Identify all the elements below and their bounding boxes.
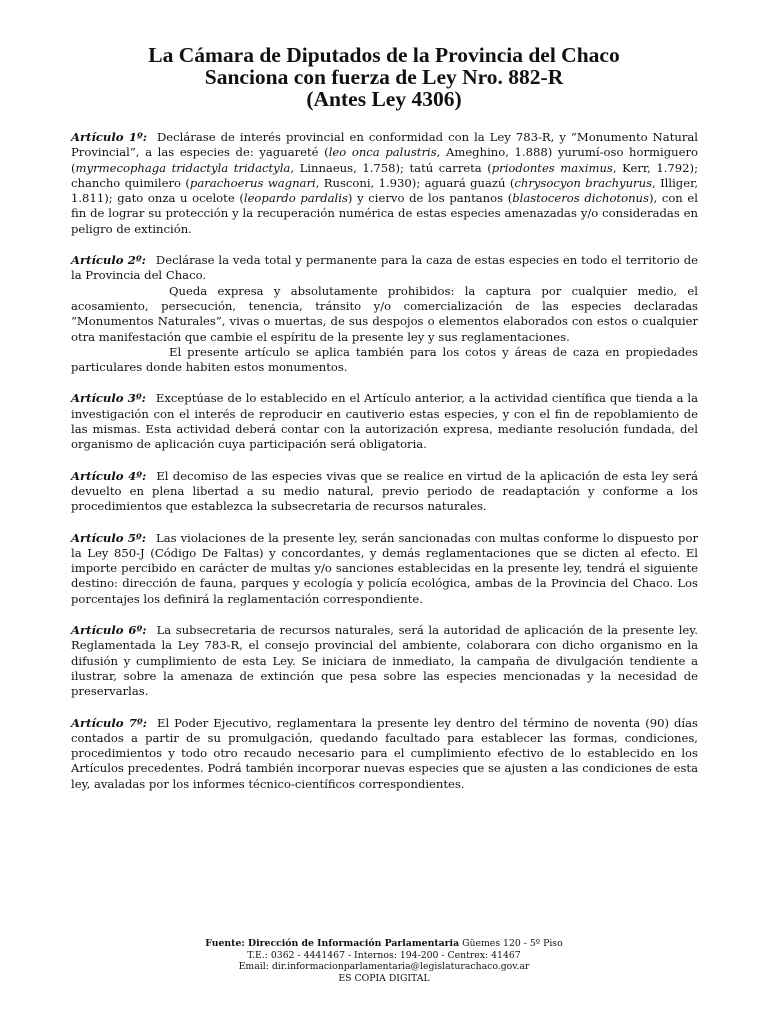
articles-body <box>71 130 698 808</box>
article-text: Las violaciones de la presente ley, serán sancionadas con multas conforme lo dispuesto por la Ley 850-J (Código De Faltas) y concordantes, y demás reglamentaciones que se dicten al efecto. El importe percibido en carácter de multas y/o sanciones establecidas en la presente ley, tendrá el siguiente destino: dirección de fauna, parques y ecología y policía ecológica, ambas de la Provincia del Chaco. Los porcentajes los definirá la reglamentación correspondiente. <box>71 530 698 606</box>
article-paragraph <box>71 345 698 376</box>
footer-phones: T.E.: 0362 - 4441467 - Internos: 194-200 - Centrex: 41467 <box>247 949 521 961</box>
article-label: Artículo 6º: <box>71 623 147 638</box>
article-text: ), con el fin de lograr su protección y la recuperación numérica de estas especies amenazadas y/o consideradas en peligro de extinción. <box>71 191 698 236</box>
article-label: Artículo 2º: <box>71 253 146 268</box>
title-line-1: La Cámara de Diputados de la Provincia del Chaco <box>148 43 620 67</box>
species-name: leopardo pardalis <box>243 191 348 206</box>
article-paragraph <box>71 531 698 607</box>
article-text: , Rusconi, 1.930); aguará guazú ( <box>315 175 515 190</box>
document-title <box>0 44 768 110</box>
article-text: , Illiger, 1.811); gato onza u ocelote ( <box>71 175 699 206</box>
article-label: Artículo 5º: <box>71 530 146 545</box>
article-7 <box>71 716 698 792</box>
article-text: Declárase la veda total y permanente para la caza de estas especies en todo el territorio de la Provincia del Chaco. <box>71 253 698 283</box>
footer-source-line <box>0 938 768 950</box>
article-label: Artículo 4º: <box>71 468 147 483</box>
footer-copy-note: ES COPIA DIGITAL <box>338 972 430 984</box>
species-name: leo onca palustris <box>328 145 437 160</box>
article-label: Artículo 3º: <box>71 391 146 406</box>
article-text: Queda expresa y absolutamente prohibidos: la captura por cualquier medio, el acosamiento, persecución, tenencia, tránsito y/o comercialización de las especies declaradas “Monumentos Naturales”, vivas o muertas, de sus despojos o elementos elaborados con estos o cualquier otra manifestación que cambie el espíritu de la presente ley y sus reglamentaciones. <box>71 283 698 344</box>
footer-email: Email: dir.informacionparlamentaria@legislaturachaco.gov.ar <box>238 961 530 972</box>
article-paragraph <box>71 716 698 792</box>
species-name: blastoceros dichotonus <box>512 191 649 206</box>
article-paragraph <box>71 284 698 345</box>
footer-source-address: Güemes 120 - 5º Piso <box>459 938 563 949</box>
article-text: , Kerr, 1.792); chancho quimilero ( <box>71 160 698 190</box>
species-name: priodontes maximus <box>491 160 613 175</box>
title-line-2: Sanciona con fuerza de Ley Nro. 882-R <box>204 65 564 89</box>
article-text: , Linnaeus, 1.758); tatú carreta ( <box>290 160 492 175</box>
species-name: myrmecophaga tridactyla tridactyla <box>75 160 291 175</box>
article-text: ) y ciervo de los pantanos ( <box>347 191 513 206</box>
article-text: El Poder Ejecutivo, reglamentara la presente ley dentro del término de noventa (90) días contados a partir de su promulgación, quedando facultado para establecer las formas, condiciones, procedimientos y todo otro recaudo necesario para el cumplimiento efectivo de lo establecido en los Artículos precedentes. Podrá también incorporar nuevas especies que se ajusten a las condiciones de esta ley, avaladas por los informes técnico-científicos correspondientes. <box>71 715 698 791</box>
article-text: La subsecretaria de recursos naturales, será la autoridad de aplicación de la presente ley. Reglamentada la Ley 783-R, el consejo provincial del ambiente, colaborara con dicho organismo en la difusión y cumplimiento de esta Ley. Se iniciara de inmediato, la campaña de divulgación tendiente a ilustrar, sobre la amenaza de extinción que pesa sobre las especies mencionadas y la necesidad de preservarlas. <box>71 623 698 699</box>
footer-source-label: Fuente: Dirección de Información Parlamentaria <box>205 938 460 949</box>
article-paragraph <box>71 391 698 452</box>
article-text: , Ameghino, 1.888) yurumí-oso hormiguero ( <box>71 145 698 175</box>
article-4 <box>71 469 698 515</box>
article-5 <box>71 531 698 607</box>
article-label: Artículo 7º: <box>71 715 147 730</box>
article-6 <box>71 623 698 699</box>
article-text: El decomiso de las especies vivas que se realice en virtud de la aplicación de esta ley será devuelto en plena libertad a su medio natural, previo periodo de readaptación y conforme a los procedimientos que establezca la subsecretaria de recursos naturales. <box>71 468 698 514</box>
article-paragraph <box>71 623 698 699</box>
article-paragraph <box>71 130 698 237</box>
article-text: El presente artículo se aplica también para los cotos y áreas de caza en propiedades particulares donde habiten estos monumentos. <box>71 344 698 375</box>
species-name: parachoerus wagnari <box>189 175 316 190</box>
article-text: Declárase de interés provincial en conformidad con la Ley 783-R, y “Monumento Natural Provincial”, a las especies de: yaguareté ( <box>71 130 698 160</box>
article-label: Artículo 1º: <box>71 130 148 144</box>
article-text: Exceptúase de lo establecido en el Artículo anterior, a la actividad científica que tienda a la investigación con el interés de reproducir en cautiverio estas especies, y con el fin de repoblamiento de las mismas. Esta actividad deberá contar con la autorización expresa, mediante resolución fundada, del organismo de aplicación cuya participación será obligatoria. <box>71 391 698 452</box>
document-footer <box>0 938 768 984</box>
title-line-3: (Antes Ley 4306) <box>306 87 462 111</box>
article-2 <box>71 253 698 375</box>
article-paragraph <box>71 253 698 284</box>
article-3 <box>71 391 698 452</box>
article-1 <box>71 130 698 237</box>
article-paragraph <box>71 469 698 515</box>
species-name: chrysocyon brachyurus <box>514 175 653 190</box>
